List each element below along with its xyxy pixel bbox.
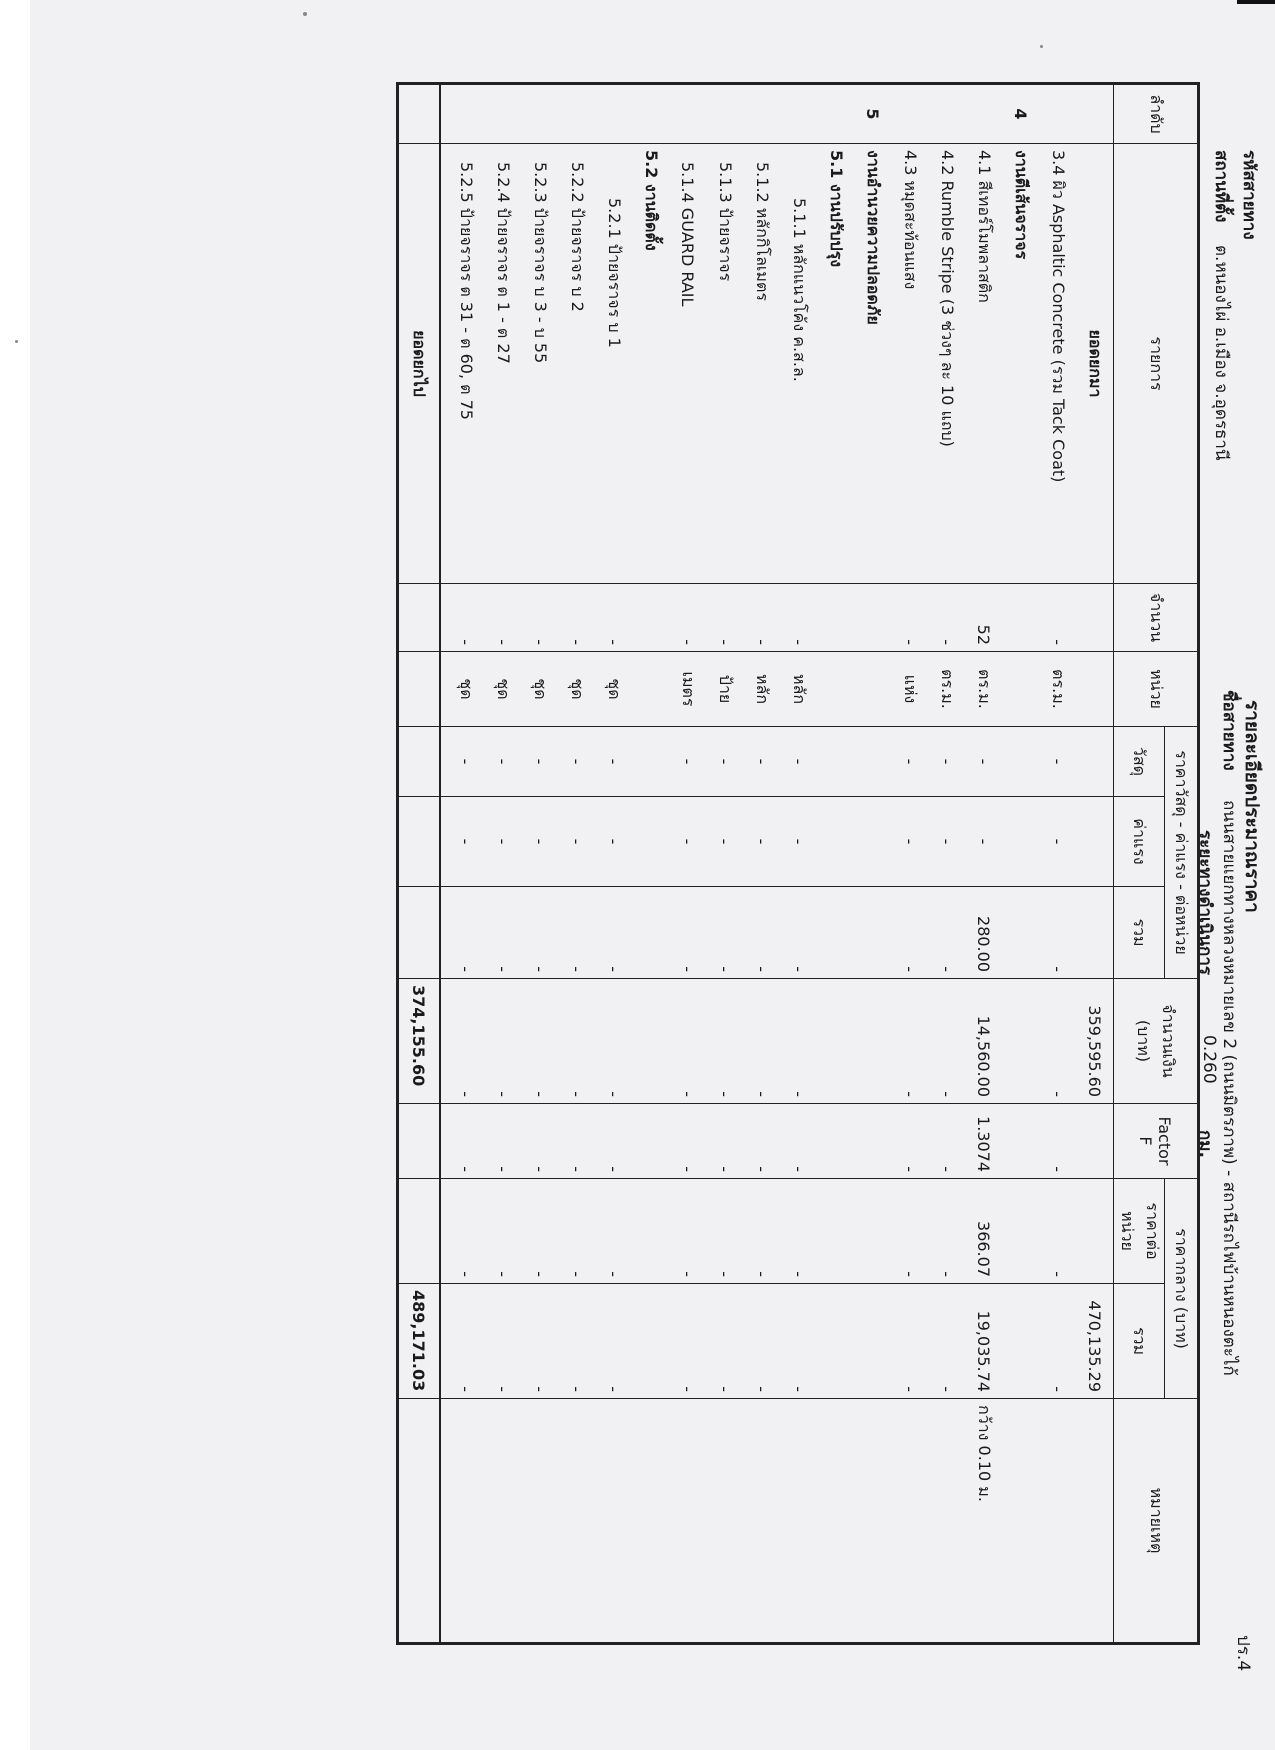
- cell-material: [854, 727, 891, 797]
- cell-total: [1002, 887, 1039, 979]
- document-title: รายละเอียดประมาณราคา: [1241, 700, 1263, 913]
- cell-amount: [817, 979, 854, 1104]
- cell-total: -: [669, 887, 706, 979]
- cell-central-total: -: [891, 1284, 928, 1399]
- cell-total: [817, 887, 854, 979]
- cell-per-unit: 366.07: [965, 1179, 1002, 1284]
- cell-qty: -: [484, 584, 521, 652]
- table-row: [706, 84, 743, 1644]
- paper-edge: [0, 0, 30, 1750]
- cell-total: -: [780, 887, 817, 979]
- cell-unit: ตร.ม.: [928, 652, 965, 727]
- cell-qty: [817, 584, 854, 652]
- cell-factor: [1002, 1104, 1039, 1179]
- cell-remark: [521, 1399, 558, 1644]
- cell-total: [854, 887, 891, 979]
- cell-no: [595, 84, 632, 144]
- cell-per-unit: -: [558, 1179, 595, 1284]
- header-total: รวม: [1114, 887, 1165, 979]
- cell-qty: -: [558, 584, 595, 652]
- cell-unit: เมตร: [669, 652, 706, 727]
- cell-no: [891, 84, 928, 144]
- cell-amount: -: [706, 979, 743, 1104]
- cell-amount: -: [743, 979, 780, 1104]
- cell-total: -: [891, 887, 928, 979]
- cell-unit: หลัก: [780, 652, 817, 727]
- cell-item: 3.4 ผิว Asphaltic Concrete (รวม Tack Coat): [1039, 144, 1076, 584]
- cell-amount: -: [484, 979, 521, 1104]
- cell-central-total: -: [706, 1284, 743, 1399]
- scan-speck: [303, 12, 307, 16]
- table-row: [854, 84, 891, 1644]
- cell-total: -: [595, 887, 632, 979]
- cell-qty: -: [891, 584, 928, 652]
- cell-item: งานตีเส้นจราจร: [1002, 144, 1039, 584]
- cell-remark: [595, 1399, 632, 1644]
- cell-labor: -: [447, 797, 484, 887]
- cell-remark: [817, 1399, 854, 1644]
- cell-item: งานอำนวยความปลอดภัย: [854, 144, 891, 584]
- cell-no: [447, 84, 484, 144]
- cell-factor: 1.3074: [965, 1104, 1002, 1179]
- cell-item: 5.1.2 หลักกิโลเมตร: [743, 144, 780, 584]
- cell-remark: [484, 1399, 521, 1644]
- cell-per-unit: -: [891, 1179, 928, 1284]
- cell-unit: ชุด: [558, 652, 595, 727]
- cell-qty: 52: [965, 584, 1002, 652]
- route-name-value: ถนนสายแยกทางหลวงหมายเลข 2 (ถนนมิตรภาพ) - สถานีรถไฟบ้านหนองตะไก้: [1219, 800, 1239, 1376]
- cell-material: -: [558, 727, 595, 797]
- header-item: รายการ: [1114, 144, 1199, 584]
- cell-unit: [817, 652, 854, 727]
- cell-material: -: [1039, 727, 1076, 797]
- header-labor: ค่าแรง: [1114, 797, 1165, 887]
- cell-remark: [743, 1399, 780, 1644]
- cell-item: 4.3 หมุดสะท้อนแสง: [891, 144, 928, 584]
- cell-item: 5.1.1 หลักแนวโค้ง ค.ส.ล.: [780, 144, 817, 584]
- cell-factor: -: [928, 1104, 965, 1179]
- cell-unit: ชุด: [484, 652, 521, 727]
- cell-no: [669, 84, 706, 144]
- cell-unit: ชุด: [447, 652, 484, 727]
- cell-material: -: [965, 727, 1002, 797]
- header-remark: หมายเหตุ: [1114, 1399, 1199, 1644]
- distance-value: 0.260: [1199, 1035, 1219, 1084]
- cell-factor: -: [891, 1104, 928, 1179]
- cell-material: -: [706, 727, 743, 797]
- cell-no: [632, 84, 669, 144]
- cell-no: [817, 84, 854, 144]
- cell-remark: [1002, 1399, 1039, 1644]
- cell-material: -: [669, 727, 706, 797]
- cell-no: [558, 84, 595, 144]
- cell-item: 4.1 สีเทอร์โมพลาสติก: [965, 144, 1002, 584]
- cell-total: -: [928, 887, 965, 979]
- carry-in-central-total: 470,135.29: [1076, 1284, 1114, 1399]
- table-row: [521, 84, 558, 1644]
- location-value: ต.หนองไผ่ อ.เมือง จ.อุดรธานี: [1211, 245, 1231, 461]
- table-row: [595, 84, 632, 1644]
- cell-material: -: [447, 727, 484, 797]
- cell-total: -: [743, 887, 780, 979]
- carry-out-central-total: 489,171.03: [398, 1284, 441, 1399]
- estimate-table: [396, 82, 1200, 1645]
- table-body: [447, 84, 1114, 1644]
- cell-central-total: -: [558, 1284, 595, 1399]
- cell-total: 280.00: [965, 887, 1002, 979]
- table-row: [743, 84, 780, 1644]
- cell-amount: -: [595, 979, 632, 1104]
- carry-out-label: ยอดยกไป: [398, 144, 441, 584]
- cell-no: [484, 84, 521, 144]
- cell-qty: -: [521, 584, 558, 652]
- cell-qty: [632, 584, 669, 652]
- cell-unit: [854, 652, 891, 727]
- header-factor: Factor F: [1114, 1104, 1199, 1179]
- page-number: ปร.4: [1233, 1635, 1253, 1672]
- cell-material: -: [521, 727, 558, 797]
- cell-total: -: [706, 887, 743, 979]
- cell-labor: -: [521, 797, 558, 887]
- header-per-unit: ราคาต่อหน่วย: [1114, 1179, 1165, 1284]
- cell-labor: -: [780, 797, 817, 887]
- cell-item: 5.2.2 ป้ายจราจร บ 2: [558, 144, 595, 584]
- header-unit-price-group: ราคาวัสดุ - ค่าแรง - ต่อหน่วย: [1165, 727, 1199, 979]
- cell-remark: กว้าง 0.10 ม.: [965, 1399, 1002, 1644]
- cell-factor: [854, 1104, 891, 1179]
- cell-no: [521, 84, 558, 144]
- cell-qty: [854, 584, 891, 652]
- cell-central-total: -: [1039, 1284, 1076, 1399]
- cell-amount: 14,560.00: [965, 979, 1002, 1104]
- cell-qty: -: [1039, 584, 1076, 652]
- cell-labor: -: [669, 797, 706, 887]
- cell-factor: -: [706, 1104, 743, 1179]
- scan-speck: [15, 340, 18, 343]
- cell-per-unit: [854, 1179, 891, 1284]
- cell-item: 5.2 งานติดตั้ง: [632, 144, 669, 584]
- cell-no: [780, 84, 817, 144]
- cell-per-unit: [632, 1179, 669, 1284]
- cell-labor: [854, 797, 891, 887]
- cell-material: [632, 727, 669, 797]
- cell-per-unit: -: [780, 1179, 817, 1284]
- cell-amount: -: [669, 979, 706, 1104]
- header-unit: หน่วย: [1114, 652, 1199, 727]
- table-row: [817, 84, 854, 1644]
- cell-factor: -: [521, 1104, 558, 1179]
- cell-item: 5.2.5 ป้ายจราจร ต 31 - ต 60, ต 75: [447, 144, 484, 584]
- cell-qty: -: [928, 584, 965, 652]
- header-amount-label: จำนวนเงิน: [1159, 1004, 1179, 1078]
- cell-unit: แห่ง: [891, 652, 928, 727]
- cell-total: [632, 887, 669, 979]
- cell-item: 5.1.4 GUARD RAIL: [669, 144, 706, 584]
- cell-labor: [817, 797, 854, 887]
- cell-unit: [1002, 652, 1039, 727]
- cell-central-total: 19,035.74: [965, 1284, 1002, 1399]
- cell-amount: -: [891, 979, 928, 1104]
- table-row: [891, 84, 928, 1644]
- cell-central-total: [1002, 1284, 1039, 1399]
- cell-amount: -: [447, 979, 484, 1104]
- cell-central-total: [632, 1284, 669, 1399]
- route-code-label: รหัสสายทาง: [1239, 150, 1259, 240]
- cell-no: [706, 84, 743, 144]
- cell-central-total: -: [484, 1284, 521, 1399]
- cell-factor: [817, 1104, 854, 1179]
- cell-labor: [1002, 797, 1039, 887]
- table-row: [780, 84, 817, 1644]
- cell-central-total: -: [447, 1284, 484, 1399]
- cell-per-unit: -: [743, 1179, 780, 1284]
- cell-total: -: [484, 887, 521, 979]
- distance-unit: กม.: [1195, 1130, 1215, 1158]
- cell-amount: [1002, 979, 1039, 1104]
- cell-labor: -: [558, 797, 595, 887]
- cell-total: -: [521, 887, 558, 979]
- cell-unit: ป้าย: [706, 652, 743, 727]
- cell-item: 5.1.3 ป้ายจราจร: [706, 144, 743, 584]
- cell-material: -: [484, 727, 521, 797]
- cell-item: 5.2.1 ป้ายจราจร บ 1: [595, 144, 632, 584]
- cell-material: -: [928, 727, 965, 797]
- cell-factor: -: [780, 1104, 817, 1179]
- header-no: ลำดับ: [1114, 84, 1199, 144]
- cell-remark: [669, 1399, 706, 1644]
- cell-item: 4.2 Rumble Stripe (3 ช่วงๆ ละ 10 แถบ): [928, 144, 965, 584]
- cell-qty: [1002, 584, 1039, 652]
- cell-factor: [632, 1104, 669, 1179]
- cell-labor: -: [743, 797, 780, 887]
- cell-amount: -: [1039, 979, 1076, 1104]
- table-row: [558, 84, 595, 1644]
- cell-unit: ชุด: [595, 652, 632, 727]
- cell-central-total: -: [743, 1284, 780, 1399]
- cell-remark: [928, 1399, 965, 1644]
- cell-total: -: [447, 887, 484, 979]
- carry-in-row: [1076, 84, 1114, 1644]
- cell-central-total: -: [521, 1284, 558, 1399]
- table-row: [484, 84, 521, 1644]
- cell-remark: [447, 1399, 484, 1644]
- table-row: [669, 84, 706, 1644]
- table-row: [965, 84, 1002, 1644]
- cell-qty: -: [447, 584, 484, 652]
- table-row: [447, 84, 484, 1644]
- cell-remark: [1039, 1399, 1076, 1644]
- cell-central-total: -: [669, 1284, 706, 1399]
- cell-labor: -: [706, 797, 743, 887]
- cell-unit: หลัก: [743, 652, 780, 727]
- header-central-total: รวม: [1114, 1284, 1165, 1399]
- cell-labor: -: [1039, 797, 1076, 887]
- cell-labor: -: [965, 797, 1002, 887]
- cell-no: [928, 84, 965, 144]
- cell-total: -: [1039, 887, 1076, 979]
- cell-qty: -: [595, 584, 632, 652]
- cell-remark: [558, 1399, 595, 1644]
- cell-central-total: -: [928, 1284, 965, 1399]
- carry-out-amount: 374,155.60: [398, 979, 441, 1104]
- table-row: [928, 84, 965, 1644]
- cell-per-unit: [1002, 1179, 1039, 1284]
- cell-factor: -: [669, 1104, 706, 1179]
- cell-central-total: -: [780, 1284, 817, 1399]
- cell-factor: -: [558, 1104, 595, 1179]
- header-qty: จำนวน: [1114, 584, 1199, 652]
- cell-qty: -: [706, 584, 743, 652]
- distance-label: ระยะทางดำเนินการ: [1195, 830, 1215, 976]
- header-material: วัสดุ: [1114, 727, 1165, 797]
- cell-no: 4: [1002, 84, 1039, 144]
- cell-amount: -: [521, 979, 558, 1104]
- table-row: [1039, 84, 1076, 1644]
- cell-qty: -: [669, 584, 706, 652]
- carry-in-label: ยอดยกมา: [1076, 144, 1114, 584]
- cell-qty: -: [780, 584, 817, 652]
- cell-factor: -: [447, 1104, 484, 1179]
- cell-no: [1039, 84, 1076, 144]
- cell-amount: [632, 979, 669, 1104]
- cell-material: [817, 727, 854, 797]
- cell-qty: -: [743, 584, 780, 652]
- header-amount: [1114, 979, 1199, 1104]
- cell-factor: -: [595, 1104, 632, 1179]
- cell-remark: [706, 1399, 743, 1644]
- cell-per-unit: -: [928, 1179, 965, 1284]
- header-central-price: ราคากลาง (บาท): [1165, 1179, 1199, 1399]
- scan-edge-mark: [1237, 0, 1275, 4]
- cell-per-unit: -: [595, 1179, 632, 1284]
- cell-no: [965, 84, 1002, 144]
- cell-remark: [632, 1399, 669, 1644]
- cell-per-unit: -: [669, 1179, 706, 1284]
- cell-labor: -: [928, 797, 965, 887]
- cell-amount: -: [928, 979, 965, 1104]
- cell-factor: -: [743, 1104, 780, 1179]
- location-label: สถานที่ตั้ง: [1211, 150, 1231, 223]
- cell-central-total: [854, 1284, 891, 1399]
- route-name-label: ชื่อสายทาง: [1219, 690, 1239, 771]
- cell-remark: [854, 1399, 891, 1644]
- cell-labor: -: [891, 797, 928, 887]
- cell-per-unit: -: [706, 1179, 743, 1284]
- table-row: [1002, 84, 1039, 1644]
- cell-unit: ชุด: [521, 652, 558, 727]
- cell-per-unit: -: [447, 1179, 484, 1284]
- cell-labor: [632, 797, 669, 887]
- cell-material: -: [780, 727, 817, 797]
- cell-amount: [854, 979, 891, 1104]
- cell-material: -: [595, 727, 632, 797]
- cell-item: 5.2.3 ป้ายจราจร บ 3 - บ 55: [521, 144, 558, 584]
- cell-per-unit: [817, 1179, 854, 1284]
- cell-central-total: [817, 1284, 854, 1399]
- cell-item: 5.1 งานปรับปรุง: [817, 144, 854, 584]
- cell-unit: ตร.ม.: [965, 652, 1002, 727]
- carry-in-amount: 359,595.60: [1076, 979, 1114, 1104]
- cell-per-unit: -: [484, 1179, 521, 1284]
- cell-unit: ตร.ม.: [1039, 652, 1076, 727]
- cell-labor: -: [595, 797, 632, 887]
- cell-amount: -: [558, 979, 595, 1104]
- cell-item: 5.2.4 ป้ายจราจร ต 1 - ต 27: [484, 144, 521, 584]
- cell-total: -: [558, 887, 595, 979]
- cell-remark: [780, 1399, 817, 1644]
- cell-per-unit: -: [521, 1179, 558, 1284]
- header-amount-unit: (บาท): [1134, 1019, 1154, 1063]
- cell-material: [1002, 727, 1039, 797]
- cell-labor: -: [484, 797, 521, 887]
- cell-no: [743, 84, 780, 144]
- cell-factor: -: [1039, 1104, 1076, 1179]
- cell-amount: -: [780, 979, 817, 1104]
- cell-remark: [891, 1399, 928, 1644]
- cell-no: 5: [854, 84, 891, 144]
- cell-material: -: [891, 727, 928, 797]
- cell-factor: -: [484, 1104, 521, 1179]
- cell-unit: [632, 652, 669, 727]
- cell-per-unit: -: [1039, 1179, 1076, 1284]
- carry-out-row: [398, 84, 441, 1644]
- cell-central-total: -: [595, 1284, 632, 1399]
- scan-speck: [1040, 45, 1043, 48]
- table-row: [632, 84, 669, 1644]
- cell-material: -: [743, 727, 780, 797]
